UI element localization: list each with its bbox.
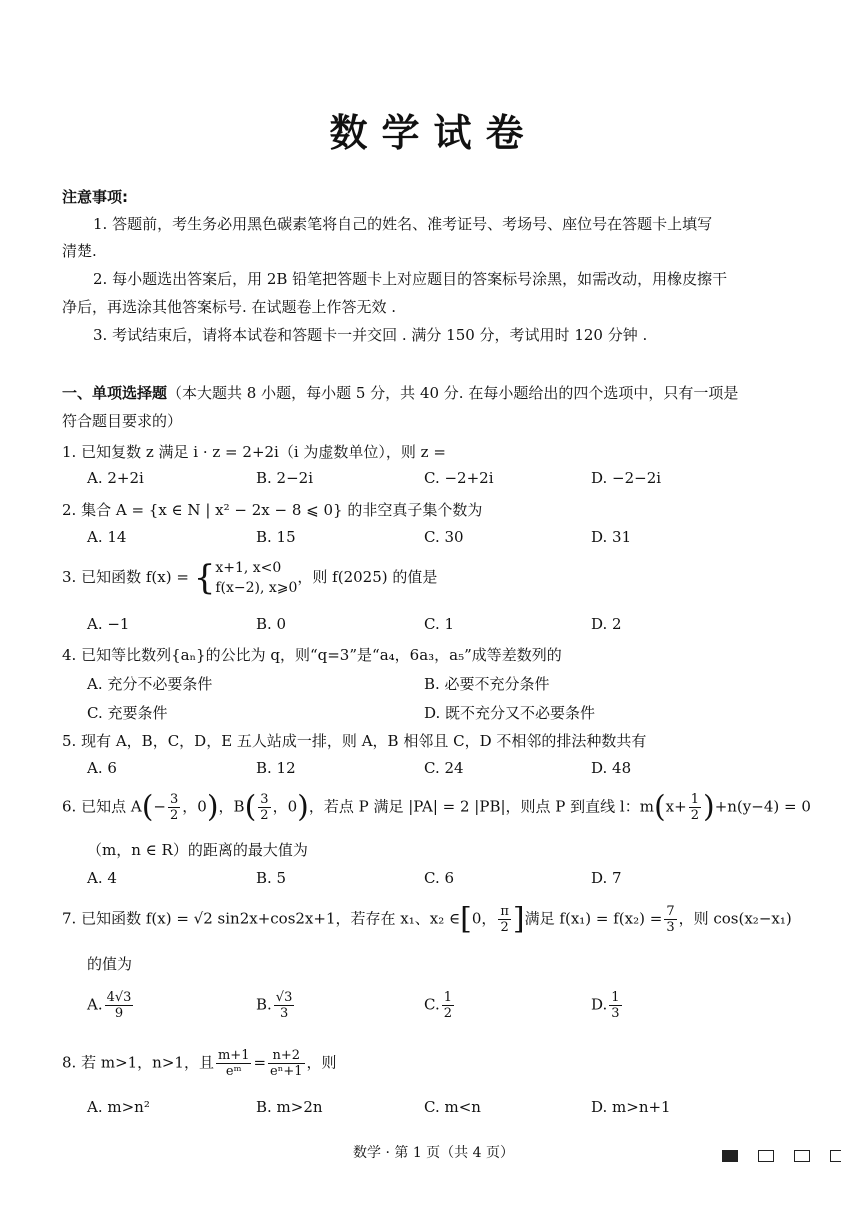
- answer-mark-filled: [722, 1150, 738, 1162]
- q6-paren-open-c: (: [653, 789, 666, 825]
- q7-option-d-num: 1: [611, 990, 620, 1005]
- q8-frac2-den: eⁿ+1: [270, 1064, 303, 1079]
- q6-stem: 6. 已知点 A(− $\frac{3}{2}$ ，0)，B( $\frac{3}{2}$ ，0)，若点 P 满足 |PA| = 2 |PB|，则点 P 到直线 l：m(x+ $\frac{1}{2}$ )+n(y−4) = 0: [62, 789, 811, 825]
- q6-part4: +n(y−4) = 0: [714, 797, 811, 816]
- q4-stem: 4. 已知等比数列{aₙ}的公比为 q，则“q=3”是“a₄，6a₃，a₅”成等差数列的: [62, 646, 562, 664]
- section1-line1: [62, 382, 738, 403]
- q6-part1: 6. 已知点 A: [62, 797, 142, 816]
- q2-option-b: B. 15: [256, 528, 296, 546]
- q7-part3: ，则 cos(x₂−x₁): [678, 909, 792, 928]
- q6-frac-c-den: 2: [690, 808, 699, 823]
- notice-item1-line2: 清楚.: [62, 242, 97, 260]
- q6-part3: ，若点 P 满足 |PA| = 2 |PB|，则点 P 到直线 l：m: [308, 797, 654, 816]
- section1-desc-line2: 符合题目要求的）: [62, 412, 183, 430]
- q3-stem-pre: 3. 已知函数 f(x) =: [62, 568, 189, 586]
- q5-option-b: B. 12: [256, 759, 296, 777]
- q8-stem: 8. 若 m>1，n>1，且 $\frac{m+1}{\text{eᵐ}}$ = $\frac{n+2}{\text{eⁿ+1}}$ ，则: [62, 1048, 337, 1079]
- q3-option-d: D. 2: [591, 615, 622, 633]
- q4-option-a: A. 充分不必要条件: [87, 675, 213, 693]
- q8-option-c: C. m<n: [424, 1098, 481, 1116]
- q7-option-b-frac: [274, 990, 295, 1021]
- q8-frac1-den: eᵐ: [225, 1064, 242, 1079]
- q7-frac-pi-num: π: [500, 904, 509, 919]
- q8-option-a: A. m>n²: [87, 1098, 150, 1116]
- q7-option-d-label: D.: [591, 995, 608, 1014]
- q7-option-a-label: A.: [87, 995, 103, 1014]
- q7-option-c-num: 1: [443, 990, 452, 1005]
- q3-option-a: A. −1: [87, 615, 130, 633]
- q3-stem-post: ，则 f(2025) 的值是: [297, 568, 438, 586]
- q7-option-b-label: B.: [256, 995, 272, 1014]
- q7-frac-pi-den: 2: [500, 920, 509, 935]
- q6-frac-a-den: 2: [169, 808, 179, 823]
- answer-mark-empty-3: [830, 1150, 841, 1162]
- q7-option-a: [87, 990, 135, 1021]
- q6-option-b: B. 5: [256, 869, 287, 887]
- q7-option-d: [591, 990, 624, 1021]
- q7-bracket-open: [: [460, 901, 472, 937]
- q6-paren-close-b: ): [297, 789, 309, 825]
- q1-option-a: A. 2+2i: [87, 469, 144, 487]
- q7-frac-seven-thirds: [664, 904, 676, 935]
- q7-option-a-den: 9: [114, 1006, 124, 1021]
- q5-option-a: A. 6: [87, 759, 117, 777]
- q4-option-d: D. 既不充分又不必要条件: [424, 704, 596, 722]
- q6-paren-close-a: ): [206, 789, 219, 825]
- q7-option-a-num: 4√3: [106, 990, 132, 1005]
- q1-option-d: D. −2−2i: [591, 469, 662, 487]
- page-footer: 数学 · 第 1 页（共 4 页）: [353, 1145, 514, 1161]
- q2-option-d: D. 31: [591, 528, 632, 546]
- q2-stem: 2. 集合 A = {x ∈ N | x² − 2x − 8 ⩽ 0} 的非空真子集个数为: [62, 501, 483, 519]
- q7-part1: 7. 已知函数 f(x) = √2 sin2x+cos2x+1，若存在 x₁、x₂ ∈: [62, 909, 461, 928]
- q8-frac-right: [268, 1048, 304, 1079]
- q7-line2: 的值为: [87, 955, 133, 973]
- q6-paren-open-a: (: [141, 789, 154, 825]
- q2-option-c: C. 30: [424, 528, 464, 546]
- q8-option-b: B. m>2n: [256, 1098, 323, 1116]
- q7-bracket-close: ]: [512, 901, 525, 937]
- q4-option-c: C. 充要条件: [87, 704, 168, 722]
- notice-item2-line1: 2. 每小题选出答案后，用 2B 铅笔把答题卡上对应题目的答案标号涂黑，如需改动，用橡皮擦干: [93, 270, 728, 288]
- q7-option-d-den: 3: [611, 1006, 620, 1021]
- q6-option-c: C. 6: [424, 869, 455, 887]
- exam-title: 数学试卷: [329, 111, 538, 155]
- q8-frac-left: [216, 1048, 252, 1079]
- q6-frac-b-den: 2: [260, 808, 269, 823]
- q7-option-b-num: √3: [275, 990, 293, 1005]
- q8-part2: ，则: [306, 1053, 337, 1072]
- q6-frac-b: [258, 792, 270, 823]
- answer-mark-empty-2: [794, 1150, 810, 1162]
- q7-option-c-label: C.: [424, 995, 440, 1014]
- q1-option-b: B. 2−2i: [256, 469, 314, 487]
- answer-mark-empty-1: [758, 1150, 774, 1162]
- q7-option-a-frac: [105, 990, 134, 1021]
- q7-stem: 7. 已知函数 f(x) = √2 sin2x+cos2x+1，若存在 x₁、x₂ ∈[0， $\frac{\pi}{2}$ ]满足 f(x₁) = f(x₂) = $\frac{7}{3}$ ，则 cos(x₂−x₁): [62, 901, 792, 937]
- q6-option-d: D. 7: [591, 869, 622, 887]
- q8-frac2-num: n+2: [268, 1048, 304, 1064]
- q8-frac1-num: m+1: [217, 1048, 250, 1063]
- q1-option-c: C. −2+2i: [424, 469, 494, 487]
- q6-frac-a-num: 3: [169, 792, 179, 807]
- q4-option-b: B. 必要不充分条件: [424, 675, 550, 693]
- q8-part1: 8. 若 m>1，n>1，且: [62, 1053, 214, 1072]
- q3-case2: f(x−2), x⩾0: [215, 580, 298, 596]
- q7-option-c-den: 2: [443, 1006, 452, 1021]
- q5-option-c: C. 24: [424, 759, 464, 777]
- notice-heading: 注意事项:: [62, 188, 128, 206]
- q7-option-b-den: 3: [279, 1006, 289, 1021]
- q3-brace: {: [193, 558, 216, 598]
- q7-frac2-num: 7: [666, 904, 675, 919]
- q6-frac-c-num: 1: [690, 792, 699, 807]
- q5-stem: 5. 现有 A，B，C，D，E 五人站成一排，则 A，B 相邻且 C，D 不相邻的排法种数共有: [62, 732, 647, 750]
- q6-option-a: A. 4: [87, 869, 117, 887]
- q8-option-d: D. m>n+1: [591, 1098, 671, 1116]
- q6-frac-b-num: 3: [260, 792, 269, 807]
- q3-option-b: B. 0: [256, 615, 287, 633]
- q6-frac-a: [168, 792, 180, 823]
- section1-desc-line1: （本大题共 8 小题，每小题 5 分，共 40 分. 在每小题给出的四个选项中，只有一项是: [167, 384, 739, 402]
- q7-option-b: [256, 990, 296, 1021]
- q6-frac-c: [689, 792, 701, 823]
- q3-option-c: C. 1: [424, 615, 455, 633]
- q5-option-d: D. 48: [591, 759, 632, 777]
- q6-part2: ，B: [218, 797, 245, 816]
- q7-part2: 满足 f(x₁) = f(x₂) =: [524, 909, 663, 928]
- q7-option-c: [424, 990, 456, 1021]
- q3-stem: [62, 558, 437, 598]
- section1-heading: 一、单项选择题: [62, 384, 168, 402]
- q1-stem: 1. 已知复数 z 满足 i · z = 2+2i（i 为虚数单位），则 z =: [62, 443, 446, 461]
- q3-case1: x+1, x<0: [215, 560, 282, 576]
- q7-option-d-frac: [609, 990, 621, 1021]
- notice-item2-line2: 净后，再选涂其他答案标号. 在试题卷上作答无效 .: [62, 298, 397, 316]
- q6-paren-close-c: ): [702, 789, 715, 825]
- q2-option-a: A. 14: [87, 528, 127, 546]
- q6-line2: （m，n ∈ R）的距离的最大值为: [87, 841, 308, 859]
- q6-paren-open-b: (: [244, 789, 257, 825]
- notice-item3: 3. 考试结束后，请将本试卷和答题卡一并交回 . 满分 150 分，考试用时 120 分钟 .: [93, 326, 648, 344]
- q3-cases: [215, 558, 297, 598]
- q7-frac-pi: [498, 904, 511, 935]
- q7-option-c-frac: [442, 990, 454, 1021]
- notice-item1-line1: 1. 答题前，考生务必用黑色碳素笔将自己的姓名、准考证号、考场号、座位号在答题卡上填写: [93, 215, 713, 233]
- q7-frac2-den: 3: [666, 920, 675, 935]
